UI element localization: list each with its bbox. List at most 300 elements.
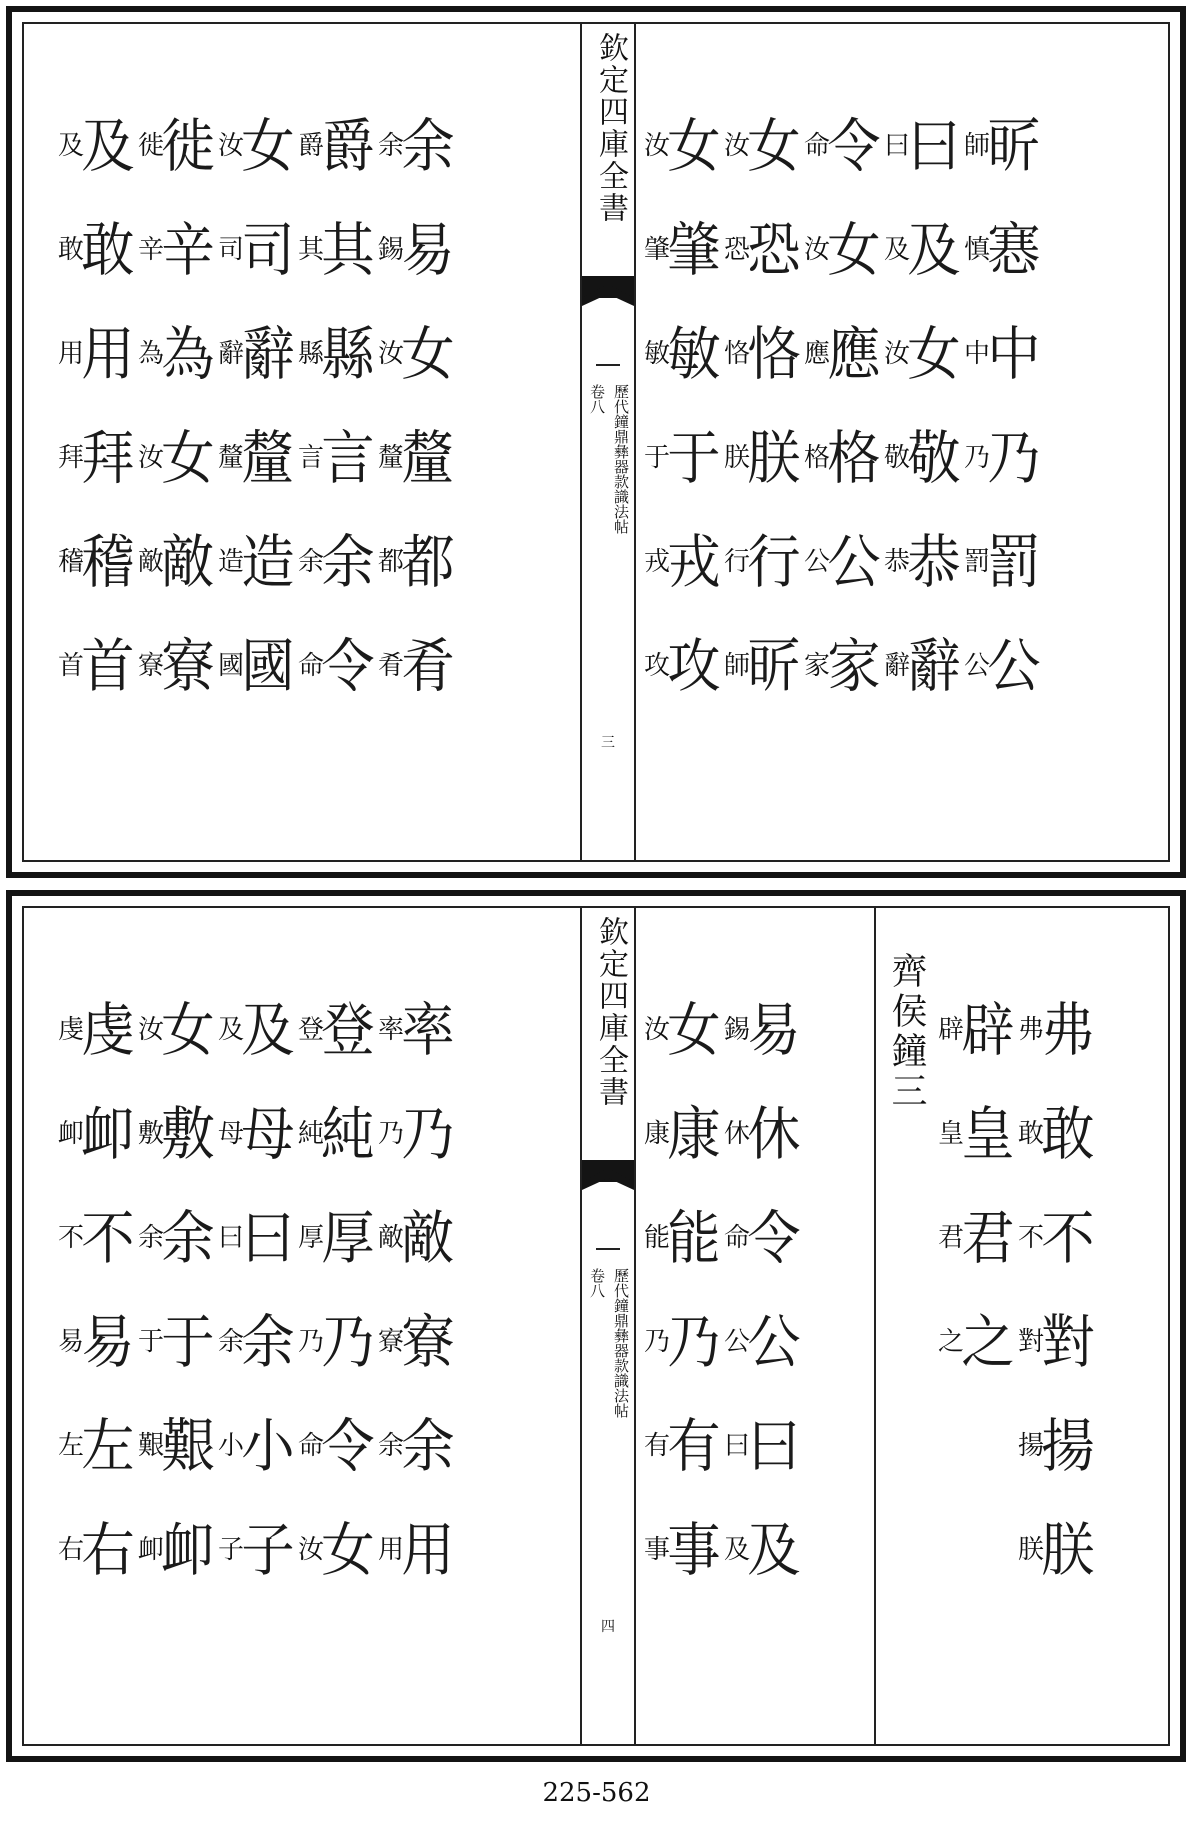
- glyph-cell: [804, 406, 884, 510]
- seal-glyph: 家: [827, 632, 881, 700]
- seal-glyph: 㪽: [747, 632, 801, 700]
- gloss-character: 子: [218, 1535, 245, 1565]
- glyph-cell: [298, 302, 378, 406]
- glyph-cell: [938, 1290, 1018, 1394]
- seal-glyph: 登: [321, 996, 375, 1064]
- gloss-character: 敬: [884, 443, 911, 473]
- lower-left-columns: [58, 978, 458, 1602]
- gloss-character: 肴: [378, 651, 405, 681]
- glyph-cell: [724, 1290, 804, 1394]
- seal-glyph: 敢: [1041, 1100, 1095, 1168]
- gloss-character: 能: [644, 1223, 671, 1253]
- seal-glyph: 康: [667, 1100, 721, 1168]
- glyph-cell: [1018, 1498, 1098, 1602]
- seal-glyph: 不: [1041, 1204, 1095, 1272]
- seal-glyph: 及: [747, 1516, 801, 1584]
- gloss-character: 汝: [298, 1535, 325, 1565]
- gloss-character: 行: [724, 547, 751, 577]
- spine-book-title: 歷代鐘鼎彝器款識法帖: [612, 1268, 630, 1418]
- gloss-character: 余: [298, 547, 325, 577]
- glyph-cell: [218, 614, 298, 718]
- seal-glyph: 徙: [161, 112, 215, 180]
- spine-page-number: 四: [601, 1619, 615, 1635]
- seal-glyph: 左: [81, 1412, 135, 1480]
- seal-glyph: 辭: [907, 632, 961, 700]
- gloss-character: 汝: [218, 131, 245, 161]
- upper-page-border: [22, 22, 1170, 862]
- glyph-cell: [218, 94, 298, 198]
- seal-glyph: 女: [667, 112, 721, 180]
- glyph-cell: [964, 302, 1044, 406]
- gloss-character: 厚: [298, 1223, 325, 1253]
- gloss-character: 于: [138, 1327, 165, 1357]
- glyph-cell: [724, 302, 804, 406]
- gloss-character: 敵: [138, 547, 165, 577]
- seal-glyph: 純: [321, 1100, 375, 1168]
- seal-glyph: 女: [401, 320, 455, 388]
- gloss-character: 及: [218, 1015, 245, 1045]
- seal-glyph: 敏: [667, 320, 721, 388]
- lower-page: [6, 890, 1186, 1762]
- glyph-cell: [218, 1186, 298, 1290]
- glyph-cell: [644, 406, 724, 510]
- glyph-cell: [804, 302, 884, 406]
- text-column: [724, 978, 804, 1602]
- text-column: [218, 978, 298, 1602]
- fishtail-mark: [582, 276, 634, 316]
- seal-glyph: 乃: [987, 424, 1041, 492]
- seal-glyph: 余: [161, 1204, 215, 1272]
- gloss-character: 戎: [644, 547, 671, 577]
- seal-glyph: 易: [81, 1308, 135, 1376]
- glyph-cell: [138, 1290, 218, 1394]
- seal-glyph: 朕: [1041, 1516, 1095, 1584]
- gloss-character: 汝: [138, 443, 165, 473]
- glyph-cell: [298, 1082, 378, 1186]
- gloss-character: 為: [138, 339, 165, 369]
- seal-glyph: 中: [987, 320, 1041, 388]
- gloss-character: 乃: [378, 1119, 405, 1149]
- gloss-character: 敏: [644, 339, 671, 369]
- spine-volume: 卷八: [588, 384, 606, 414]
- glyph-cell: [58, 198, 138, 302]
- gloss-character: 君: [938, 1223, 965, 1253]
- glyph-cell: [644, 978, 724, 1082]
- gloss-character: 曰: [884, 131, 911, 161]
- seal-glyph: 于: [667, 424, 721, 492]
- gloss-character: 朕: [1018, 1535, 1045, 1565]
- glyph-cell: [58, 1082, 138, 1186]
- upper-right-columns: [644, 94, 1044, 718]
- seal-glyph: 能: [667, 1204, 721, 1272]
- text-column: [138, 94, 218, 718]
- glyph-cell: [378, 978, 458, 1082]
- glyph-cell: [644, 1186, 724, 1290]
- glyph-cell: [58, 94, 138, 198]
- seal-glyph: 言: [321, 424, 375, 492]
- gloss-character: 公: [804, 547, 831, 577]
- seal-glyph: 首: [81, 632, 135, 700]
- gloss-character: 寮: [138, 651, 165, 681]
- upper-left-half: [24, 24, 578, 860]
- seal-glyph: 及: [241, 996, 295, 1064]
- lower-middle-columns: [644, 978, 804, 1602]
- glyph-cell: [644, 1394, 724, 1498]
- glyph-cell: [138, 1394, 218, 1498]
- seal-glyph: 母: [241, 1100, 295, 1168]
- gloss-character: 率: [378, 1015, 405, 1045]
- seal-glyph: 小: [241, 1412, 295, 1480]
- seal-glyph: 辭: [241, 320, 295, 388]
- glyph-cell: [378, 1394, 458, 1498]
- glyph-cell: [138, 198, 218, 302]
- seal-glyph: 率: [401, 996, 455, 1064]
- glyph-cell: [298, 1186, 378, 1290]
- glyph-cell: [58, 1394, 138, 1498]
- seal-glyph: 女: [667, 996, 721, 1064]
- seal-glyph: 格: [827, 424, 881, 492]
- gloss-character: 恐: [724, 235, 751, 265]
- gloss-character: 余: [378, 1431, 405, 1461]
- gloss-character: 汝: [804, 235, 831, 265]
- gloss-character: 命: [804, 131, 831, 161]
- seal-glyph: 于: [161, 1308, 215, 1376]
- seal-glyph: 艱: [161, 1412, 215, 1480]
- text-column: [644, 94, 724, 718]
- glyph-cell: [724, 1186, 804, 1290]
- seal-glyph: 為: [161, 320, 215, 388]
- glyph-cell: [298, 510, 378, 614]
- glyph-cell: [58, 1186, 138, 1290]
- glyph-cell: [884, 406, 964, 510]
- seal-glyph: 其: [321, 216, 375, 284]
- seal-glyph: 恪: [747, 320, 801, 388]
- gloss-character: 辭: [218, 339, 245, 369]
- text-column: [218, 94, 298, 718]
- glyph-cell: [724, 1082, 804, 1186]
- glyph-cell: [218, 1498, 298, 1602]
- glyph-cell: [298, 94, 378, 198]
- seal-glyph: 不: [81, 1204, 135, 1272]
- seal-glyph: 女: [747, 112, 801, 180]
- seal-glyph: 司: [241, 216, 295, 284]
- glyph-cell: [884, 302, 964, 406]
- seal-glyph: 事: [667, 1516, 721, 1584]
- glyph-cell: [218, 198, 298, 302]
- gloss-character: 國: [218, 651, 245, 681]
- gloss-character: 汝: [378, 339, 405, 369]
- seal-glyph: 對: [1041, 1308, 1095, 1376]
- gloss-character: 首: [58, 651, 85, 681]
- glyph-cell: [138, 614, 218, 718]
- glyph-cell: [378, 1498, 458, 1602]
- glyph-cell: [58, 406, 138, 510]
- gloss-character: 余: [138, 1223, 165, 1253]
- text-column: [804, 94, 884, 718]
- seal-glyph: 弗: [1041, 996, 1095, 1064]
- seal-glyph: 君: [961, 1204, 1015, 1272]
- glyph-cell: [298, 614, 378, 718]
- gloss-character: 有: [644, 1431, 671, 1461]
- gloss-character: 乃: [298, 1327, 325, 1357]
- glyph-cell: [804, 510, 884, 614]
- gloss-character: 釐: [218, 443, 245, 473]
- glyph-cell: [724, 614, 804, 718]
- text-column: [58, 94, 138, 718]
- fishtail-mark: [582, 1160, 634, 1200]
- gloss-character: 恭: [884, 547, 911, 577]
- glyph-cell: [138, 1082, 218, 1186]
- spine-volume: 卷八: [588, 1268, 606, 1298]
- glyph-cell: [138, 94, 218, 198]
- gloss-character: 寮: [378, 1327, 405, 1357]
- glyph-cell: [378, 510, 458, 614]
- page-footer-number: 225-562: [542, 1778, 651, 1808]
- gloss-character: 汝: [724, 131, 751, 161]
- text-column: [298, 94, 378, 718]
- gloss-character: 弗: [1018, 1015, 1045, 1045]
- seal-glyph: 卹: [161, 1516, 215, 1584]
- glyph-cell: [804, 94, 884, 198]
- glyph-cell: [378, 1082, 458, 1186]
- lower-left-half: [24, 908, 578, 1744]
- text-column: [58, 978, 138, 1602]
- gloss-character: 登: [298, 1015, 325, 1045]
- seal-glyph: 及: [907, 216, 961, 284]
- glyph-cell: [378, 302, 458, 406]
- seal-glyph: 曰: [241, 1204, 295, 1272]
- gloss-character: 余: [218, 1327, 245, 1357]
- gloss-character: 徙: [138, 131, 165, 161]
- gloss-character: 命: [724, 1223, 751, 1253]
- gloss-character: 純: [298, 1119, 325, 1149]
- seal-glyph: 寮: [161, 632, 215, 700]
- glyph-cell: [138, 406, 218, 510]
- gloss-character: 汝: [884, 339, 911, 369]
- glyph-cell: [138, 510, 218, 614]
- seal-glyph: 及: [81, 112, 135, 180]
- glyph-cell: [1018, 1186, 1098, 1290]
- glyph-cell: [218, 510, 298, 614]
- glyph-cell: [884, 614, 964, 718]
- seal-glyph: 余: [401, 1412, 455, 1480]
- gloss-character: 都: [378, 547, 405, 577]
- gloss-character: 卹: [58, 1119, 85, 1149]
- glyph-cell: [298, 406, 378, 510]
- gloss-character: 左: [58, 1431, 85, 1461]
- seal-glyph: 乃: [401, 1100, 455, 1168]
- seal-glyph: 女: [161, 424, 215, 492]
- glyph-cell: [58, 302, 138, 406]
- gloss-character: 格: [804, 443, 831, 473]
- seal-glyph: 女: [241, 112, 295, 180]
- gloss-character: 攻: [644, 651, 671, 681]
- seal-glyph: 女: [907, 320, 961, 388]
- text-column: [964, 94, 1044, 718]
- gloss-character: 休: [724, 1119, 751, 1149]
- gloss-character: 師: [964, 131, 991, 161]
- gloss-character: 慎: [964, 235, 991, 265]
- gloss-character: 用: [58, 339, 85, 369]
- seal-glyph: 公: [827, 528, 881, 596]
- gloss-character: 及: [724, 1535, 751, 1565]
- seal-glyph: 攻: [667, 632, 721, 700]
- glyph-cell: [938, 978, 1018, 1082]
- glyph-cell: [218, 406, 298, 510]
- seal-glyph: 公: [747, 1308, 801, 1376]
- seal-glyph: 余: [321, 528, 375, 596]
- glyph-cell: [644, 94, 724, 198]
- upper-page: [6, 6, 1186, 878]
- gloss-character: 小: [218, 1431, 245, 1461]
- glyph-cell: [964, 198, 1044, 302]
- seal-glyph: 乃: [667, 1308, 721, 1376]
- seal-glyph: 易: [401, 216, 455, 284]
- gloss-character: 爵: [298, 131, 325, 161]
- seal-glyph: 曰: [747, 1412, 801, 1480]
- glyph-cell: [644, 510, 724, 614]
- gloss-character: 敢: [58, 235, 85, 265]
- glyph-cell: [378, 1290, 458, 1394]
- gloss-character: 公: [724, 1327, 751, 1357]
- gloss-character: 用: [378, 1535, 405, 1565]
- gloss-character: 右: [58, 1535, 85, 1565]
- gloss-character: 公: [964, 651, 991, 681]
- seal-glyph: 敵: [401, 1204, 455, 1272]
- text-column: [138, 978, 218, 1602]
- seal-glyph: 㥶: [987, 216, 1041, 284]
- gloss-character: 余: [378, 131, 405, 161]
- text-column: [378, 978, 458, 1602]
- gloss-character: 卹: [138, 1535, 165, 1565]
- text-column: [938, 978, 1018, 1602]
- glyph-cell: [58, 978, 138, 1082]
- inscription-title: 齊侯鐘三: [886, 952, 927, 1112]
- seal-glyph: 厚: [321, 1204, 375, 1272]
- glyph-cell: [644, 198, 724, 302]
- glyph-cell: [58, 1498, 138, 1602]
- gloss-character: 不: [1018, 1223, 1045, 1253]
- glyph-cell: [884, 510, 964, 614]
- glyph-cell: [884, 94, 964, 198]
- seal-glyph: 肇: [667, 216, 721, 284]
- gloss-character: 敷: [138, 1119, 165, 1149]
- glyph-cell: [964, 614, 1044, 718]
- spine-title: 欽定四庫全書: [593, 916, 628, 1108]
- glyph-cell: [964, 510, 1044, 614]
- glyph-cell: [298, 1290, 378, 1394]
- gloss-character: 曰: [218, 1223, 245, 1253]
- seal-glyph: 女: [321, 1516, 375, 1584]
- seal-glyph: 㪽: [987, 112, 1041, 180]
- spine-book-title: 歷代鐘鼎彝器款識法帖: [612, 384, 630, 534]
- lower-spine: [580, 908, 636, 1744]
- seal-glyph: 虔: [81, 996, 135, 1064]
- seal-glyph: 罰: [987, 528, 1041, 596]
- gloss-character: 辟: [938, 1015, 965, 1045]
- seal-glyph: 縣: [321, 320, 375, 388]
- seal-glyph: 令: [321, 1412, 375, 1480]
- seal-glyph: 余: [241, 1308, 295, 1376]
- glyph-cell: [644, 1082, 724, 1186]
- glyph-cell: [644, 1498, 724, 1602]
- seal-glyph: 朕: [747, 424, 801, 492]
- seal-glyph: 用: [81, 320, 135, 388]
- gloss-character: 易: [58, 1327, 85, 1357]
- spine-divider: [596, 1248, 620, 1250]
- text-column: [378, 94, 458, 718]
- glyph-cell: [644, 1290, 724, 1394]
- seal-glyph: 造: [241, 528, 295, 596]
- glyph-cell: [218, 978, 298, 1082]
- glyph-cell: [884, 198, 964, 302]
- gloss-character: 康: [644, 1119, 671, 1149]
- glyph-cell: [218, 1082, 298, 1186]
- glyph-cell: [378, 406, 458, 510]
- gloss-character: 錫: [724, 1015, 751, 1045]
- glyph-cell: [138, 1498, 218, 1602]
- gloss-character: 辛: [138, 235, 165, 265]
- gloss-character: 釐: [378, 443, 405, 473]
- gloss-character: 錫: [378, 235, 405, 265]
- seal-glyph: 有: [667, 1412, 721, 1480]
- seal-glyph: 寮: [401, 1308, 455, 1376]
- gloss-character: 皇: [938, 1119, 965, 1149]
- glyph-cell: [138, 978, 218, 1082]
- seal-glyph: 肴: [401, 632, 455, 700]
- seal-glyph: 恭: [907, 528, 961, 596]
- glyph-cell: [218, 302, 298, 406]
- seal-glyph: 皇: [961, 1100, 1015, 1168]
- seal-glyph: 公: [987, 632, 1041, 700]
- glyph-cell: [378, 94, 458, 198]
- gloss-character: 命: [298, 651, 325, 681]
- seal-glyph: 辛: [161, 216, 215, 284]
- seal-glyph: 釐: [401, 424, 455, 492]
- spine-title: 欽定四庫全書: [593, 32, 628, 224]
- glyph-cell: [378, 1186, 458, 1290]
- text-column: [884, 94, 964, 718]
- text-column: [298, 978, 378, 1602]
- glyph-cell: [218, 1394, 298, 1498]
- gloss-character: 造: [218, 547, 245, 577]
- glyph-cell: [804, 198, 884, 302]
- seal-glyph: 都: [401, 528, 455, 596]
- seal-glyph: 敵: [161, 528, 215, 596]
- gloss-character: 其: [298, 235, 325, 265]
- seal-glyph: 釐: [241, 424, 295, 492]
- glyph-cell: [964, 406, 1044, 510]
- gloss-character: 乃: [644, 1327, 671, 1357]
- glyph-cell: [58, 510, 138, 614]
- glyph-cell: [724, 198, 804, 302]
- seal-glyph: 乃: [321, 1308, 375, 1376]
- glyph-cell: [938, 1082, 1018, 1186]
- gloss-character: 汝: [644, 131, 671, 161]
- seal-glyph: 余: [401, 112, 455, 180]
- glyph-cell: [218, 1290, 298, 1394]
- gloss-character: 汝: [644, 1015, 671, 1045]
- gloss-character: 曰: [724, 1431, 751, 1461]
- seal-glyph: 辟: [961, 996, 1015, 1064]
- gloss-character: 艱: [138, 1431, 165, 1461]
- glyph-cell: [724, 1394, 804, 1498]
- gloss-character: 虔: [58, 1015, 85, 1045]
- gloss-character: 辭: [884, 651, 911, 681]
- gloss-character: 家: [804, 651, 831, 681]
- gloss-character: 師: [724, 651, 751, 681]
- glyph-cell: [644, 614, 724, 718]
